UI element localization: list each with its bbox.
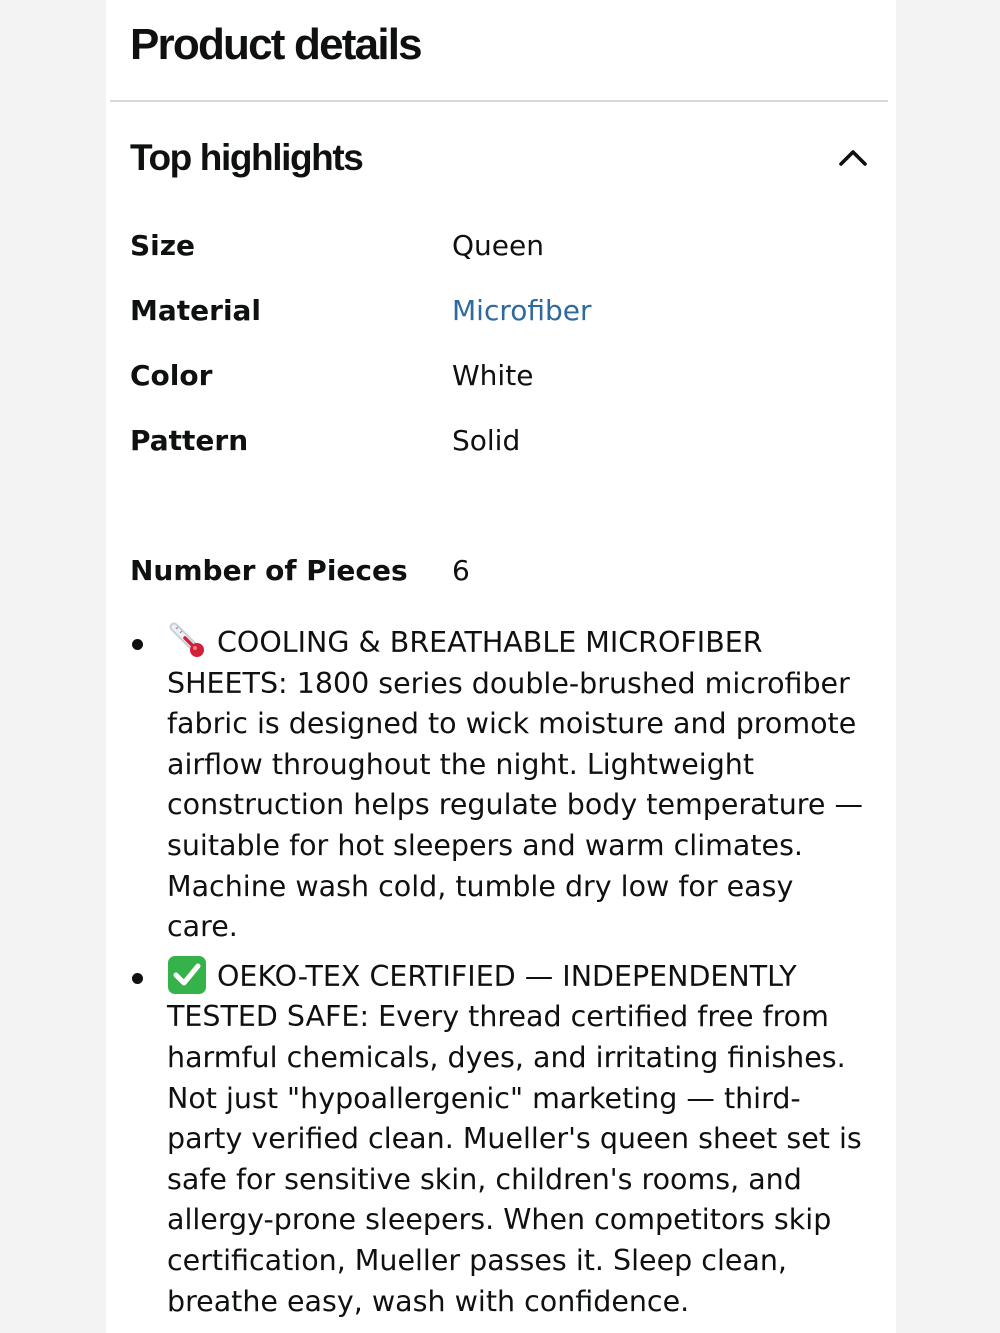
attribute-label: Pattern: [130, 424, 249, 457]
attribute-value: White: [452, 359, 534, 392]
divider: [110, 100, 888, 102]
feature-bullets: [130, 622, 866, 1330]
attribute-label: Size: [130, 229, 196, 262]
attribute-row-pattern: [130, 419, 870, 463]
attribute-row-number-of-pieces: [130, 549, 870, 593]
top-highlights-header[interactable]: [106, 126, 896, 186]
attribute-row-material: [130, 289, 870, 333]
chevron-up-icon: [830, 134, 876, 180]
bullet-text: COOLING & BREATHABLE MICROFIBER SHEETS: 1800 series double-brushed microfiber fabric is designed to wick moisture and promote airflow throughout the night. Lightweight construction helps regulate body temperature — suitable for hot sleepers and warm climates. Machine wash cold, tumble dry low for easy care.: [167, 626, 863, 944]
attribute-label: Material: [130, 294, 262, 327]
page-title: Product details: [130, 20, 421, 69]
attribute-row-color: [130, 354, 870, 398]
list-item: [130, 622, 866, 948]
bullet-dot: [132, 639, 143, 650]
attribute-row-size: [130, 224, 870, 268]
material-link[interactable]: Microfiber: [452, 294, 592, 327]
check-mark-icon: [167, 956, 207, 994]
attribute-value: 6: [452, 554, 470, 587]
section-title: Top highlights: [130, 137, 363, 178]
collapse-button[interactable]: [830, 134, 876, 180]
attribute-value: Solid: [452, 424, 521, 457]
attribute-label: Number of Pieces: [130, 554, 408, 587]
attribute-label: Color: [130, 359, 213, 392]
bullet-dot: [132, 973, 143, 984]
attribute-value: Queen: [452, 229, 544, 262]
thermometer-icon: [167, 622, 207, 660]
bullet-text: OEKO-TEX CERTIFIED — INDEPENDENTLY TESTED SAFE: Every thread certified free from harmful chemicals, dyes, and irritating finishes. Not just "hypoallergenic" marketing — third-party verified clean. Mueller's queen sheet set is safe for sensitive skin, children's rooms, and allergy-prone sleepers. When competitors skip certification, Mueller passes it. Sleep clean, breathe easy, wash with confidence.: [167, 959, 862, 1318]
list-item: [130, 956, 866, 1322]
product-details-panel: [106, 0, 896, 1333]
